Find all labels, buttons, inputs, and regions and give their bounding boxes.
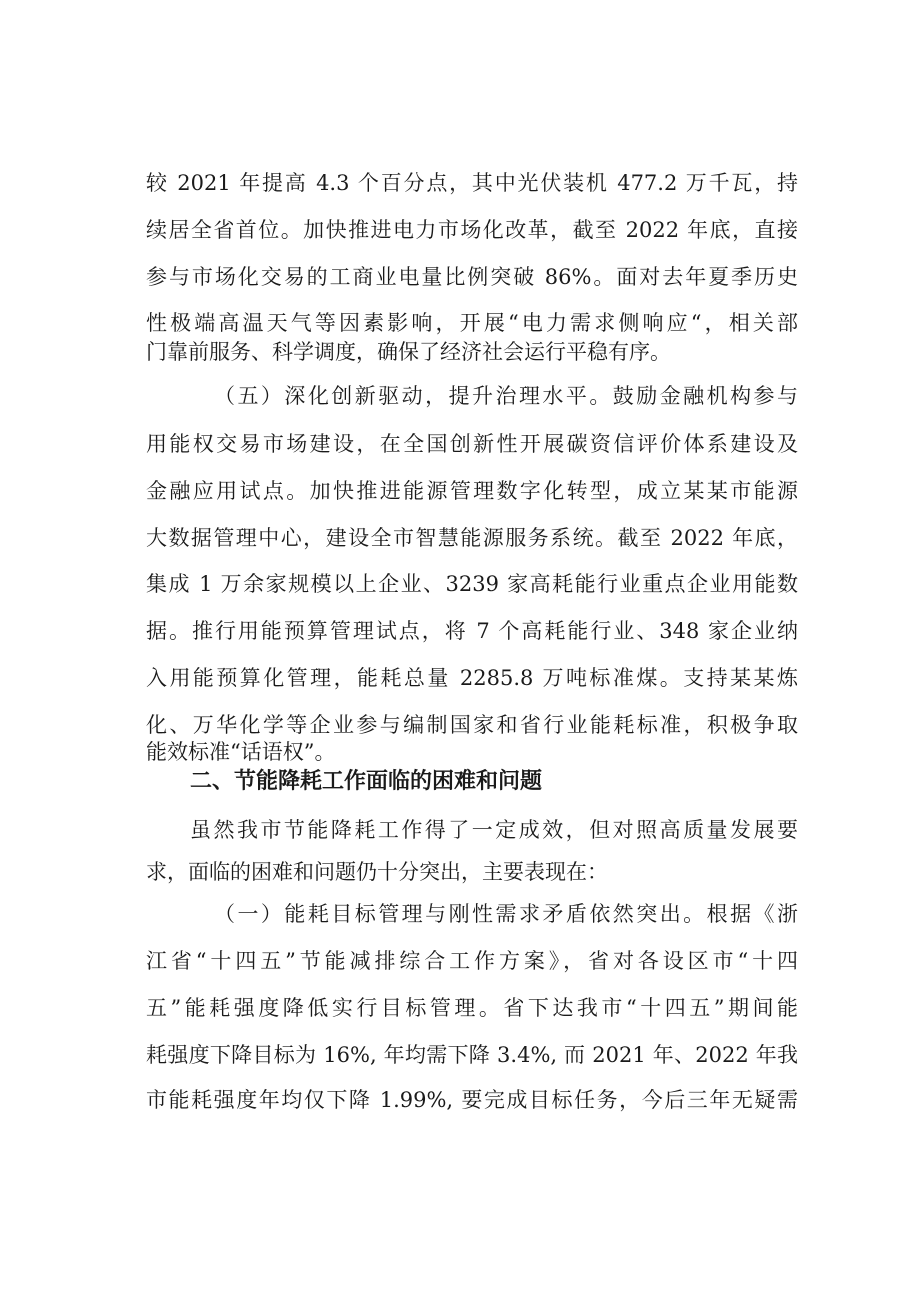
text-line: 市能耗强度年均仅下降 1.99%, 要完成目标任务，今后三年无疑需 — [146, 1088, 798, 1112]
text-line: 求，面临的困难和问题仍十分突出，主要表现在： — [146, 860, 608, 884]
text-line: 参与市场化交易的工商业电量比例突破 86%。面对去年夏季历史 — [146, 265, 798, 289]
text-line: （一）能耗目标管理与刚性需求矛盾依然突出。根据《浙 — [214, 902, 798, 926]
text-line: 门靠前服务、科学调度，确保了经济社会运行平稳有序。 — [146, 340, 671, 364]
text-line: 能效标准“话语权”。 — [146, 740, 336, 764]
text-line: 化、万华化学等企业参与编制国家和省行业能耗标准，积极争取 — [146, 713, 798, 737]
text-line: 性极端高温天气等因素影响，开展“电力需求侧响应“，相关部 — [146, 311, 798, 335]
text-line: 入用能预算化管理，能耗总量 2285.8 万吨标准煤。支持某某炼 — [146, 666, 798, 690]
text-line: 虽然我市节能降耗工作得了一定成效，但对照高质量发展要 — [190, 818, 798, 842]
text-line: 续居全省首位。加快推进电力市场化改革，截至 2022 年底，直接 — [146, 218, 798, 242]
text-line: 集成 1 万余家规模以上企业、3239 家高耗能行业重点企业用能数 — [146, 572, 798, 596]
text-line: （五）深化创新驱动，提升治理水平。鼓励金融机构参与 — [214, 384, 798, 408]
section-heading: 二、节能降耗工作面临的困难和问题 — [190, 769, 543, 794]
text-line: 金融应用试点。加快推进能源管理数字化转型，成立某某市能源 — [146, 479, 798, 503]
text-line: 较 2021 年提高 4.3 个百分点，其中光伏装机 477.2 万千瓦，持 — [146, 171, 798, 195]
text-line: 据。推行用能预算管理试点，将 7 个高耗能行业、348 家企业纳 — [146, 619, 798, 643]
text-line: 大数据管理中心，建设全市智慧能源服务系统。截至 2022 年底， — [146, 526, 798, 550]
text-line: 江省“十四五”节能减排综合工作方案》，省对各设区市“十四 — [146, 949, 798, 973]
text-line: 用能权交易市场建设，在全国创新性开展碳资信评价体系建设及 — [146, 432, 798, 456]
text-line: 五”能耗强度降低实行目标管理。省下达我市“十四五”期间能 — [146, 996, 798, 1020]
text-line: 耗强度下降目标为 16%, 年均需下降 3.4%, 而 2021 年、2022 年我 — [146, 1043, 798, 1067]
